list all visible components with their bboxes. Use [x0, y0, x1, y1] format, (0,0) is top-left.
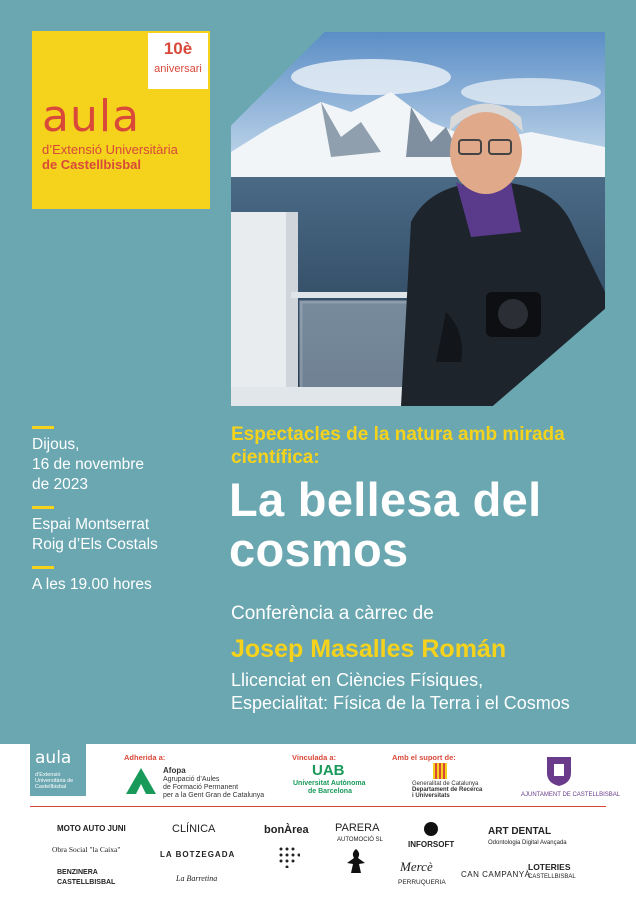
event-time-text: A les 19.00 hores — [32, 576, 152, 593]
antarctica-scene-image — [231, 32, 605, 406]
event-title: La bellesa del cosmos — [229, 473, 542, 576]
logo-aula-text: aula — [42, 91, 141, 142]
aula-small-subtitle: d’Extensió Universitària de Castellbisbal — [35, 772, 74, 790]
sponsors-footer — [0, 744, 636, 900]
inforsoft-logo: INFORSOFT — [408, 840, 455, 849]
ajuntament-shield-icon — [545, 755, 573, 787]
speaker-name: Josep Masalles Román — [231, 635, 507, 663]
parera-logo: PARERA — [335, 822, 380, 834]
logo-subtitle-line1: d’Extensió Universitària — [42, 142, 178, 157]
afopa-name: Afopa — [163, 766, 186, 775]
dotted-grid-icon — [278, 846, 300, 868]
ajuntament-label: AJUNTAMENT DE CASTELLBISBAL — [521, 792, 621, 798]
afopa-desc3: per a la Gent Gran de Catalunya — [163, 792, 265, 799]
aula-small-name: aula — [35, 748, 72, 768]
anniversary-badge — [148, 33, 208, 89]
obra-social-logo: Obra Social "la Caixa" — [52, 845, 121, 854]
loteries-subtitle: CASTELLBISBAL — [528, 874, 576, 880]
series-title: Espectacles de la natura amb mirada científica: — [231, 424, 565, 468]
generalitat-desc3: i Universitats — [412, 793, 450, 799]
anniversary-number: 10è — [163, 39, 193, 58]
date-dash — [32, 426, 54, 429]
event-venue-text: Espai Montserrat Roig d’Els Costals — [32, 516, 158, 553]
event-time — [32, 566, 212, 595]
parera-subtitle: AUTOMOCIÓ SL — [337, 837, 383, 843]
adherida-label: Adherida a: — [124, 753, 166, 762]
speaker-qualifications — [231, 669, 631, 715]
time-dash — [32, 566, 54, 569]
clinica-logo: CLÍNICA — [172, 823, 216, 835]
event-date-text: Dijous, 16 de novembre de 2023 — [32, 436, 145, 493]
suport-label: Amb el suport de: — [392, 753, 456, 762]
generalitat-desc1: Generalitat de Catalunya — [412, 781, 479, 787]
qualification-line1: Llicenciat en Ciències Físiques, — [231, 670, 484, 690]
figure-silhouette-icon — [345, 849, 367, 873]
qualification-line2: Especialitat: Física de la Terra i el Cosmos — [231, 693, 570, 713]
moto-auto-juni-logo: MOTO AUTO JUNI — [57, 824, 126, 833]
art-dental-logo: ART DENTAL — [488, 826, 552, 837]
generalitat-desc2: Departament de Recerca — [412, 787, 483, 793]
la-botzegada-logo: LA BOTZEGADA — [160, 850, 236, 859]
uab-desc2: de Barcelona — [308, 788, 352, 795]
bonarea-logo: bonÀrea — [264, 824, 309, 836]
event-venue — [32, 506, 212, 555]
afopa-icon — [126, 768, 156, 794]
uab-name: UAB — [312, 762, 345, 779]
speaker-photo — [231, 32, 605, 406]
inforsoft-icon — [424, 822, 438, 836]
can-campanya-logo: CAN CAMPANYÀ — [461, 870, 531, 879]
loteries-logo: LOTERIES — [528, 862, 571, 872]
benzinera-logo: BENZINERA CASTELLBISBAL — [57, 869, 116, 886]
conference-line: Conferència a càrrec de — [231, 603, 434, 624]
vinculada-label: Vinculada a: — [292, 753, 337, 762]
art-dental-subtitle: Odontologia Digital Avançada — [488, 840, 567, 846]
event-details — [32, 426, 212, 606]
la-barretina-logo: La Barretina — [176, 874, 218, 883]
merce-logo: Mercè — [400, 859, 433, 874]
uab-desc1: Universitat Autònoma — [293, 780, 366, 787]
generalitat-icon — [433, 763, 447, 779]
venue-dash — [32, 506, 54, 509]
sponsors-divider — [30, 806, 606, 807]
afopa-desc2: de Formació Permanent — [163, 784, 239, 791]
afopa-desc1: Agrupació d’Aules — [163, 776, 220, 783]
anniversary-label: aniversari — [154, 63, 202, 75]
aula-small-logo — [30, 744, 86, 796]
logo-subtitle-line2: de Castellbisbal — [42, 157, 141, 172]
event-date — [32, 426, 212, 495]
merce-subtitle: PERRUQUERIA — [398, 879, 446, 886]
